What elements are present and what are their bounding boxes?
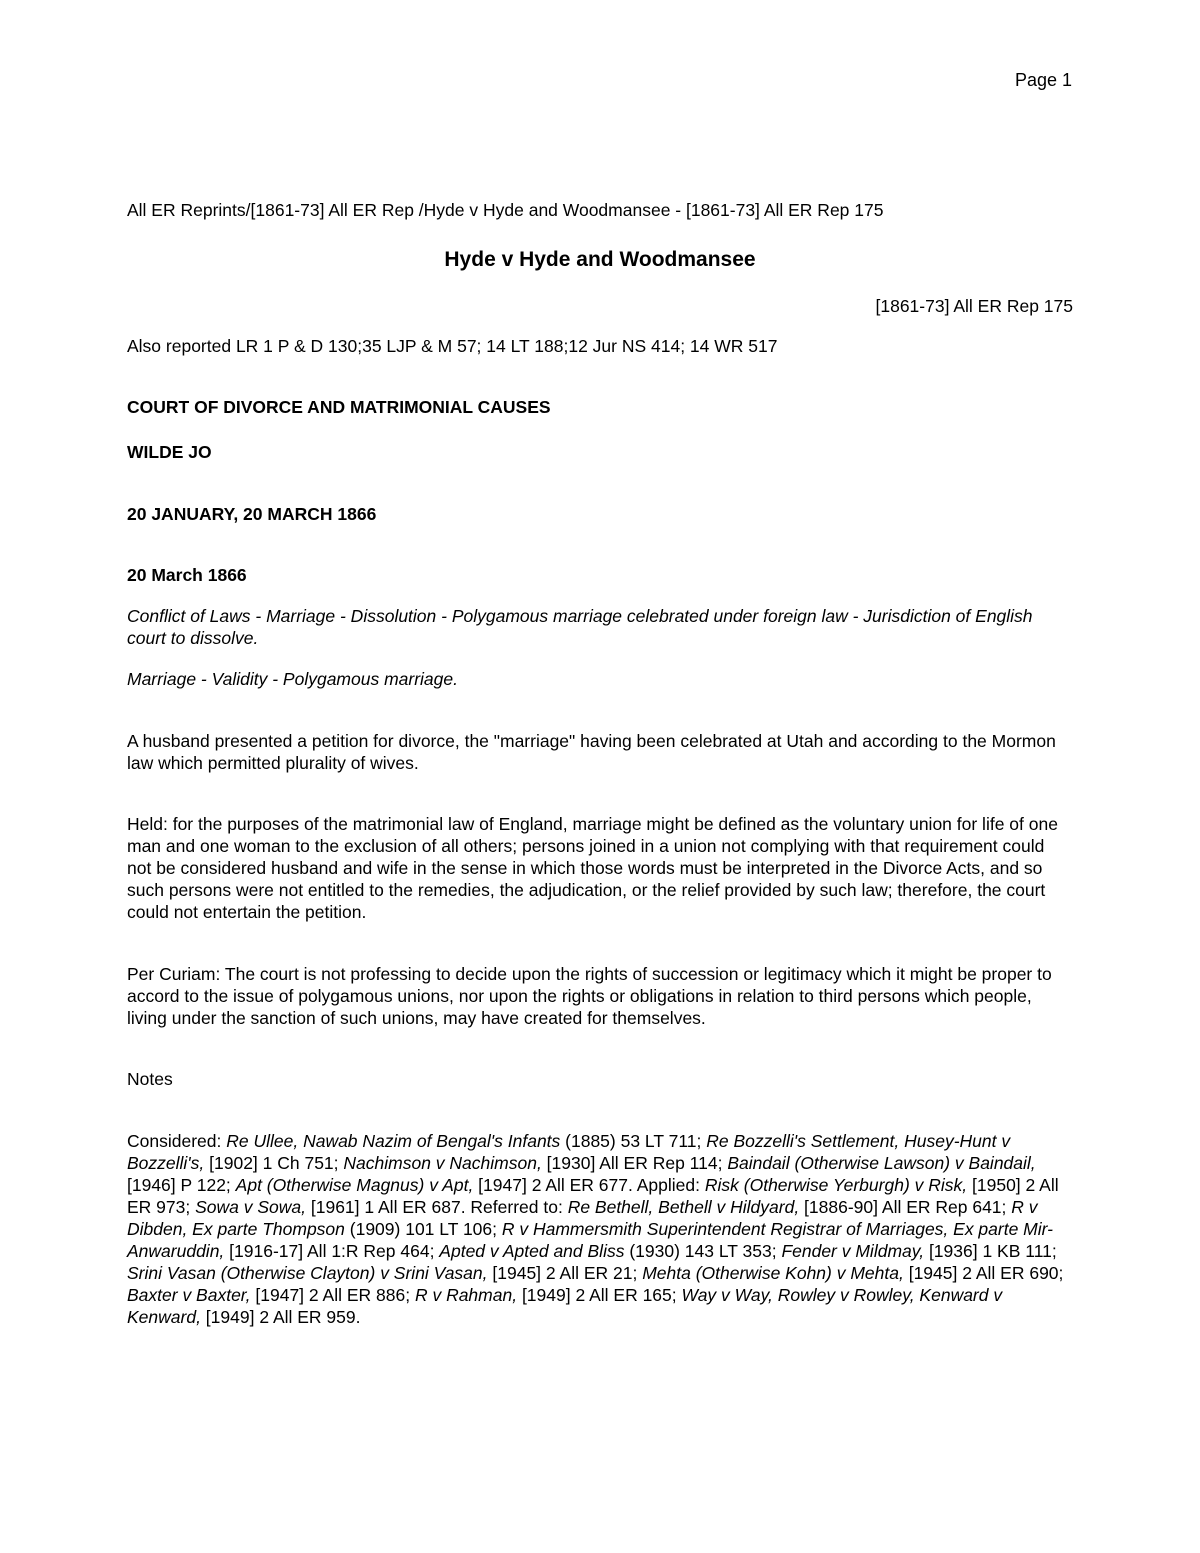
case-name: Apt (Otherwise Magnus) v Apt,: [235, 1175, 474, 1195]
court-name: COURT OF DIVORCE AND MATRIMONIAL CAUSES: [127, 397, 551, 417]
case-citation-text: [1945] 2 All ER 690;: [903, 1263, 1064, 1283]
judge-name: WILDE JO: [127, 442, 212, 462]
case-citation-text: [1949] 2 All ER 959.: [200, 1307, 361, 1327]
case-name: Risk (Otherwise Yerburgh) v Risk,: [704, 1175, 968, 1195]
case-name: Sowa v Sowa,: [195, 1197, 306, 1217]
headnote-paragraph: A husband presented a petition for divorce, the "marriage" having been celebrated at Utah and according to the Mormon law which permitted plurality of wives.: [127, 731, 1056, 773]
case-citation-text: [1916-17] All 1:R Rep 464;: [224, 1241, 440, 1261]
page-number: Page 1: [1014, 70, 1072, 90]
catchword: Conflict of Laws - Marriage - Dissolution - Polygamous marriage celebrated under foreign law - Jurisdiction of English court to dissolve.: [127, 606, 1033, 648]
case-citation-text: [1930] All ER Rep 114;: [541, 1153, 728, 1173]
case-title: Hyde v Hyde and Woodmansee: [444, 248, 756, 271]
document-content: [127, 199, 1073, 1328]
case-citation-text: [1950] 2 All ER 973;: [127, 1175, 1059, 1217]
case-citation-text: (1909) 101 LT 106;: [344, 1219, 502, 1239]
case-name: R v Dibden, Ex parte Thompson: [127, 1197, 1038, 1239]
case-name: Re Bethell, Bethell v Hildyard,: [567, 1197, 800, 1217]
case-name: Re Ullee, Nawab Nazim of Bengal's Infants: [226, 1131, 561, 1151]
case-citation-text: [1947] 2 All ER 677. Applied:: [473, 1175, 705, 1195]
case-name: Nachimson v Nachimson,: [343, 1153, 542, 1173]
citation: [1861-73] All ER Rep 175: [875, 296, 1073, 316]
notes-heading: Notes: [127, 1069, 173, 1089]
hearing-dates: 20 JANUARY, 20 MARCH 1866: [127, 504, 377, 524]
case-citation-text: Considered:: [127, 1131, 227, 1151]
case-name: Baxter v Baxter,: [127, 1285, 251, 1305]
case-citation-text: [1886-90] All ER Rep 641;: [799, 1197, 1012, 1217]
case-citation-text: [1902] 1 Ch 751;: [204, 1153, 344, 1173]
case-citation-text: (1930) 143 LT 353;: [624, 1241, 782, 1261]
case-name: Baindail (Otherwise Lawson) v Baindail,: [727, 1153, 1036, 1173]
also-reported: Also reported LR 1 P & D 130;35 LJP & M 57; 14 LT 188;12 Jur NS 414; 14 WR 517: [127, 336, 778, 356]
case-citation-text: (1885) 53 LT 711;: [560, 1131, 707, 1151]
held-paragraph: Held: for the purposes of the matrimonial law of England, marriage might be defined as the voluntary union for life of one man and one woman to the exclusion of all others; persons joined in a union not complying with that requirement could not be considered husband and wife in the sense in which those words must be interpreted in the Divorce Acts, and so such persons were not entitled to the remedies, the adjudication, or the relief provided by such law; therefore, the court could not entertain the petition.: [127, 814, 1058, 922]
case-name: Mehta (Otherwise Kohn) v Mehta,: [642, 1263, 904, 1283]
case-citation-text: [1936] 1 KB 111;: [924, 1241, 1057, 1261]
case-name: Way v Way, Rowley v Rowley, Kenward v Kenward,: [127, 1285, 1003, 1327]
case-name: Srini Vasan (Otherwise Clayton) v Srini Vasan,: [127, 1263, 488, 1283]
catchword: Marriage - Validity - Polygamous marriage.: [127, 669, 458, 689]
case-citation-text: [1947] 2 All ER 886;: [250, 1285, 415, 1305]
case-name: Re Bozzelli's Settlement, Husey-Hunt v Bozzelli's,: [127, 1131, 1011, 1173]
case-name: R v Rahman,: [414, 1285, 518, 1305]
case-citation-text: [1945] 2 All ER 21;: [487, 1263, 643, 1283]
breadcrumb: All ER Reprints/[1861-73] All ER Rep /Hyde v Hyde and Woodmansee - [1861-73] All ER Rep 175: [127, 200, 884, 220]
considered-cases-paragraph: [127, 1130, 1073, 1328]
case-citation-text: [1949] 2 All ER 165;: [517, 1285, 682, 1305]
per-curiam-paragraph: Per Curiam: The court is not professing to decide upon the rights of succession or legitimacy which it might be proper to accord to the issue of polygamous unions, nor upon the rights or obligations in relation to third persons which people, living under the sanction of such unions, may have created for themselves.: [127, 964, 1052, 1028]
case-citation-text: [1946] P 122;: [127, 1175, 236, 1195]
judgment-date: 20 March 1866: [127, 565, 247, 585]
case-citation-text: [1961] 1 All ER 687. Referred to:: [306, 1197, 568, 1217]
case-name: Apted v Apted and Bliss: [439, 1241, 625, 1261]
case-name: R v Hammersmith Superintendent Registrar of Marriages, Ex parte Mir-Anwaruddin,: [127, 1219, 1053, 1261]
case-name: Fender v Mildmay,: [781, 1241, 925, 1261]
